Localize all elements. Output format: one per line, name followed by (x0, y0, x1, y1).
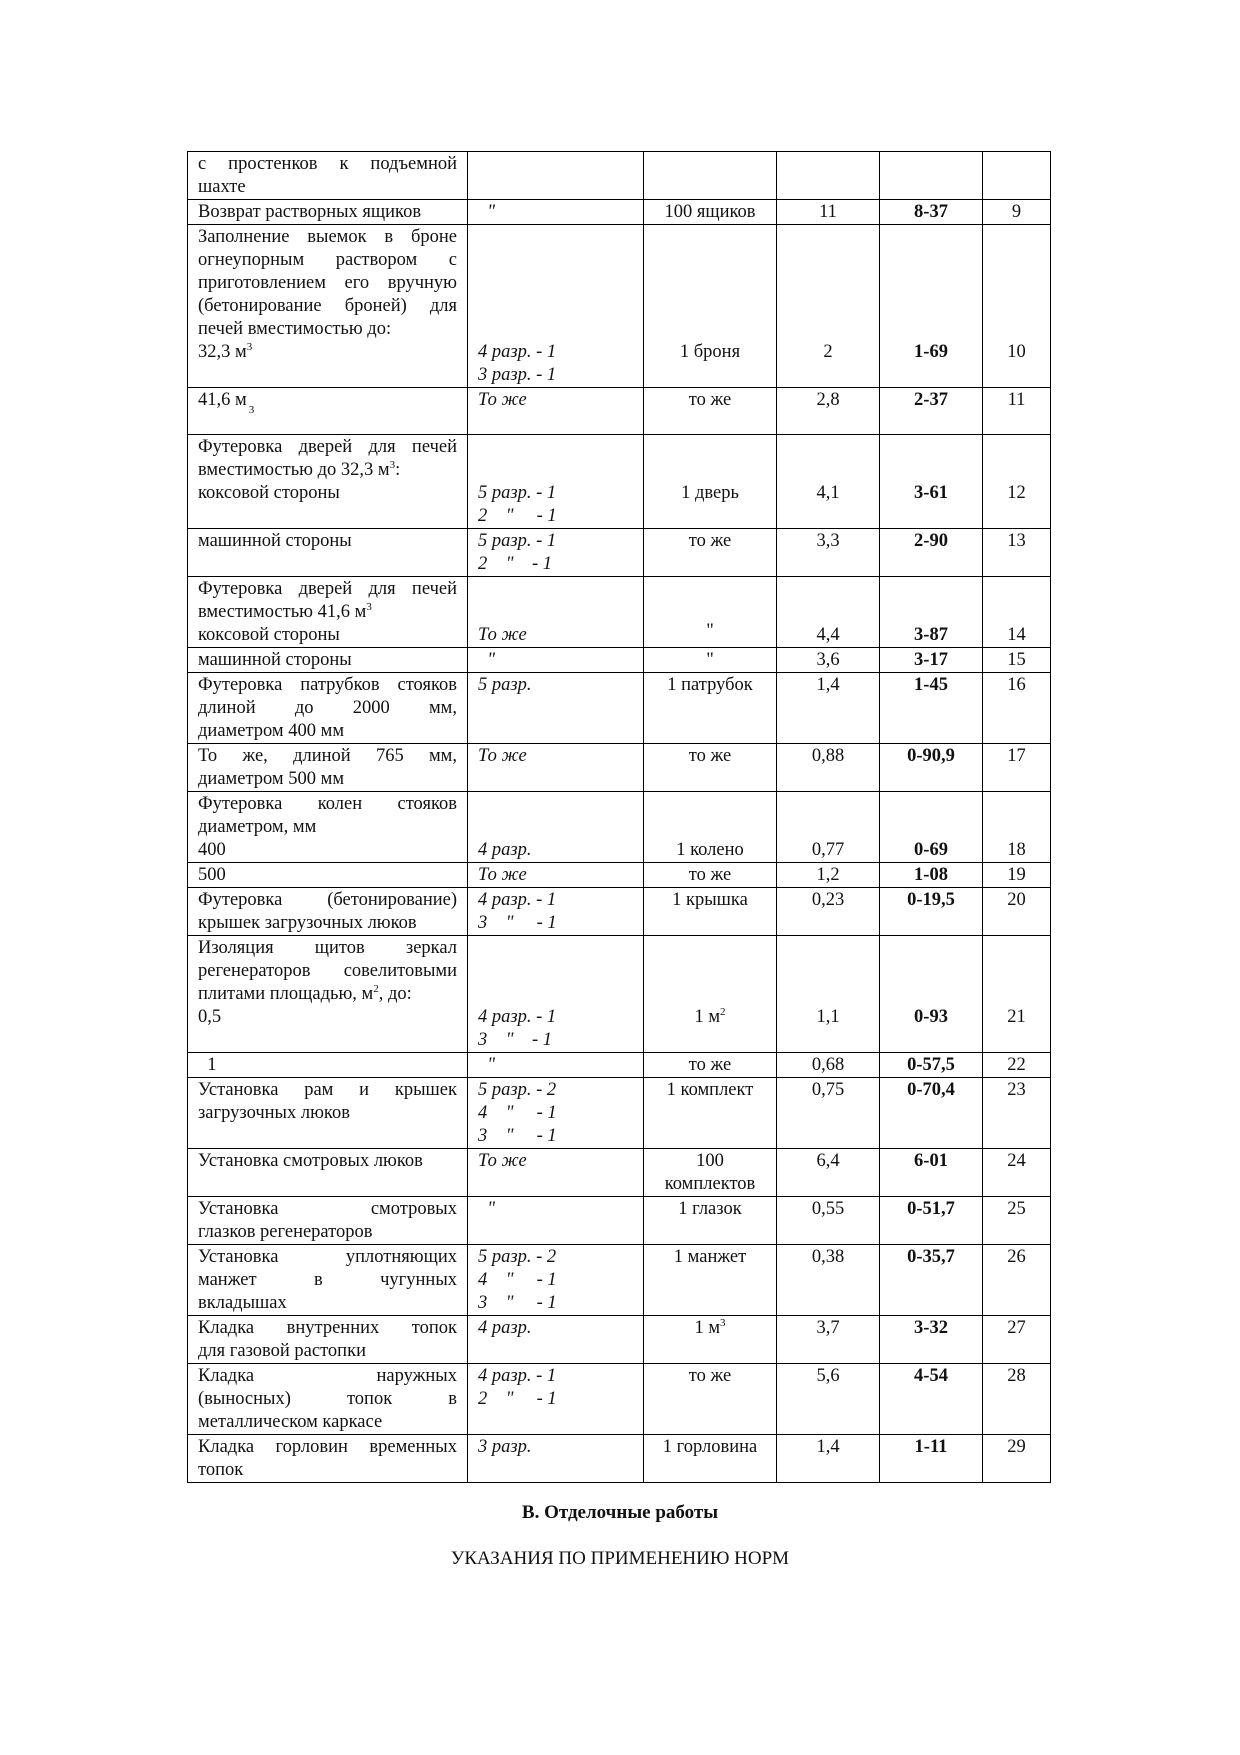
work-description: 41,6 м $_3$ (188, 388, 468, 435)
table-row (188, 1149, 1051, 1197)
table-row (188, 200, 1051, 225)
work-description: Футеровка колен стояков диаметром, мм 400 (188, 792, 468, 863)
time-norm: 0,77 (777, 792, 880, 863)
price: 0-93 (880, 936, 983, 1053)
measure-unit: 1 манжет (644, 1245, 777, 1316)
table-row (188, 744, 1051, 792)
work-description: Кладка внутренних топок для газовой растопки (188, 1316, 468, 1364)
crew-composition: 4 разр. - 1 3 " - 1 (468, 936, 644, 1053)
price: 0-69 (880, 792, 983, 863)
row-number: 14 (983, 577, 1051, 648)
row-number: 23 (983, 1078, 1051, 1149)
row-number: 10 (983, 225, 1051, 388)
time-norm: 0,88 (777, 744, 880, 792)
price: 1-45 (880, 673, 983, 744)
time-norm: 0,23 (777, 888, 880, 936)
table-row (188, 1197, 1051, 1245)
row-number: 17 (983, 744, 1051, 792)
time-norm: 3,3 (777, 529, 880, 577)
row-number: 16 (983, 673, 1051, 744)
table-row (188, 435, 1051, 529)
table-row (188, 936, 1051, 1053)
price (880, 152, 983, 200)
work-description: 1 (188, 1053, 468, 1078)
measure-unit: " (644, 648, 777, 673)
measure-unit: то же (644, 1364, 777, 1435)
measure-unit: 1 патрубок (644, 673, 777, 744)
price: 3-32 (880, 1316, 983, 1364)
measure-unit: 1 глазок (644, 1197, 777, 1245)
table-row (188, 1316, 1051, 1364)
time-norm: 3,6 (777, 648, 880, 673)
row-number: 12 (983, 435, 1051, 529)
time-norm: 1,1 (777, 936, 880, 1053)
measure-unit: 1 колено (644, 792, 777, 863)
row-number (983, 152, 1051, 200)
row-number: 24 (983, 1149, 1051, 1197)
price: 2-37 (880, 388, 983, 435)
crew-composition: 5 разр. (468, 673, 644, 744)
section-title: В. Отделочные работы (521, 1502, 719, 1523)
crew-composition: 3 разр. (468, 1435, 644, 1483)
work-description: Заполнение выемок в броне огнеупорным раствором с приготовлением его вручную (бетонирование броней) для печей вместимостью до: 32,3 $м^3$ (188, 225, 468, 388)
crew-composition: То же (468, 1149, 644, 1197)
measure-unit: 1 броня (644, 225, 777, 388)
crew-composition: То же (468, 744, 644, 792)
crew-composition: 4 разр. (468, 792, 644, 863)
row-number: 19 (983, 863, 1051, 888)
price: 6-01 (880, 1149, 983, 1197)
work-description: машинной стороны (188, 648, 468, 673)
time-norm: 2,8 (777, 388, 880, 435)
table-row (188, 673, 1051, 744)
row-number: 9 (983, 200, 1051, 225)
price: 0-57,5 (880, 1053, 983, 1078)
table-row (188, 1078, 1051, 1149)
crew-composition: " (468, 1197, 644, 1245)
table-row (188, 577, 1051, 648)
work-description: Футеровка дверей для печей вместимостью 41,6 $м^3$ коксовой стороны (188, 577, 468, 648)
row-number: 22 (983, 1053, 1051, 1078)
crew-composition: 5 разр. - 2 4 " - 1 3 " - 1 (468, 1078, 644, 1149)
crew-composition: 5 разр. - 1 2 " - 1 (468, 435, 644, 529)
row-number: 13 (983, 529, 1051, 577)
time-norm: 2 (777, 225, 880, 388)
price: 3-61 (880, 435, 983, 529)
measure-unit (644, 152, 777, 200)
crew-composition: То же (468, 388, 644, 435)
work-description: машинной стороны (188, 529, 468, 577)
crew-composition: 4 разр. - 1 3 " - 1 (468, 888, 644, 936)
crew-composition (468, 152, 644, 200)
table-row (188, 1364, 1051, 1435)
table-row (188, 1245, 1051, 1316)
time-norm: 3,7 (777, 1316, 880, 1364)
price: 0-70,4 (880, 1078, 983, 1149)
row-number: 21 (983, 936, 1051, 1053)
table-row (188, 863, 1051, 888)
table-row (188, 529, 1051, 577)
row-number: 15 (983, 648, 1051, 673)
measure-unit: то же (644, 529, 777, 577)
row-number: 26 (983, 1245, 1051, 1316)
measure-unit: 100 ящиков (644, 200, 777, 225)
time-norm: 0,38 (777, 1245, 880, 1316)
price: 8-37 (880, 200, 983, 225)
work-description: Футеровка патрубков стояков длиной до 2000 мм, диаметром 400 мм (188, 673, 468, 744)
work-description: Установка смотровых люков (188, 1149, 468, 1197)
price: 1-69 (880, 225, 983, 388)
price: 2-90 (880, 529, 983, 577)
measure-unit: то же (644, 744, 777, 792)
table-row (188, 1435, 1051, 1483)
work-description: Установка уплотняющих манжет в чугунных вкладышах (188, 1245, 468, 1316)
norms-table (187, 151, 1051, 1483)
price: 0-51,7 (880, 1197, 983, 1245)
price: 0-90,9 (880, 744, 983, 792)
table-row (188, 888, 1051, 936)
work-description: Кладка наружных (выносных) топок в металлическом каркасе (188, 1364, 468, 1435)
section-subtitle: УКАЗАНИЯ ПО ПРИМЕНЕНИЮ НОРМ (450, 1548, 790, 1569)
crew-composition: 5 разр. - 1 2 " - 1 (468, 529, 644, 577)
table-row (188, 152, 1051, 200)
crew-composition: " (468, 1053, 644, 1078)
row-number: 25 (983, 1197, 1051, 1245)
work-description: Установка смотровых глазков регенераторов (188, 1197, 468, 1245)
price: 3-87 (880, 577, 983, 648)
time-norm: 0,75 (777, 1078, 880, 1149)
measure-unit: то же (644, 388, 777, 435)
time-norm: 4,4 (777, 577, 880, 648)
price: 4-54 (880, 1364, 983, 1435)
work-description: Изоляция щитов зеркал регенераторов совелитовыми плитами площадью, $м^2$, до: 0,5 (188, 936, 468, 1053)
table-row (188, 388, 1051, 435)
work-description: Установка рам и крышек загрузочных люков (188, 1078, 468, 1149)
time-norm: 11 (777, 200, 880, 225)
measure-unit: " (644, 577, 777, 648)
crew-composition: 5 разр. - 2 4 " - 1 3 " - 1 (468, 1245, 644, 1316)
work-description: Кладка горловин временных топок (188, 1435, 468, 1483)
crew-composition: То же (468, 863, 644, 888)
price: 0-35,7 (880, 1245, 983, 1316)
time-norm: 1,4 (777, 1435, 880, 1483)
measure-unit: 100 комплектов (644, 1149, 777, 1197)
row-number: 18 (983, 792, 1051, 863)
measure-unit: 1 $м^3$ (644, 1316, 777, 1364)
crew-composition: 4 разр. - 1 2 " - 1 (468, 1364, 644, 1435)
price: 1-11 (880, 1435, 983, 1483)
work-description: Возврат растворных ящиков (188, 200, 468, 225)
price: 1-08 (880, 863, 983, 888)
measure-unit: 1 дверь (644, 435, 777, 529)
work-description: Футеровка (бетонирование) крышек загрузочных люков (188, 888, 468, 936)
time-norm: 1,2 (777, 863, 880, 888)
measure-unit: 1 горловина (644, 1435, 777, 1483)
row-number: 27 (983, 1316, 1051, 1364)
crew-composition: " (468, 648, 644, 673)
time-norm: 6,4 (777, 1149, 880, 1197)
work-description: То же, длиной 765 мм, диаметром 500 мм (188, 744, 468, 792)
measure-unit: 1 комплект (644, 1078, 777, 1149)
price: 3-17 (880, 648, 983, 673)
row-number: 20 (983, 888, 1051, 936)
row-number: 29 (983, 1435, 1051, 1483)
table-row (188, 1053, 1051, 1078)
table-row (188, 792, 1051, 863)
crew-composition: 4 разр. - 1 3 разр. - 1 (468, 225, 644, 388)
measure-unit: 1 крышка (644, 888, 777, 936)
table-row (188, 648, 1051, 673)
table-row (188, 225, 1051, 388)
crew-composition: То же (468, 577, 644, 648)
price: 0-19,5 (880, 888, 983, 936)
measure-unit: 1 $м^2$ (644, 936, 777, 1053)
time-norm: 5,6 (777, 1364, 880, 1435)
time-norm: 0,55 (777, 1197, 880, 1245)
work-description: 500 (188, 863, 468, 888)
time-norm: 4,1 (777, 435, 880, 529)
time-norm: 0,68 (777, 1053, 880, 1078)
measure-unit: то же (644, 1053, 777, 1078)
row-number: 11 (983, 388, 1051, 435)
time-norm (777, 152, 880, 200)
work-description: Футеровка дверей для печей вместимостью до 32,3 $м^3$: коксовой стороны (188, 435, 468, 529)
crew-composition: " (468, 200, 644, 225)
crew-composition: 4 разр. (468, 1316, 644, 1364)
measure-unit: то же (644, 863, 777, 888)
time-norm: 1,4 (777, 673, 880, 744)
row-number: 28 (983, 1364, 1051, 1435)
work-description: с простенков к подъемной шахте (188, 152, 468, 200)
